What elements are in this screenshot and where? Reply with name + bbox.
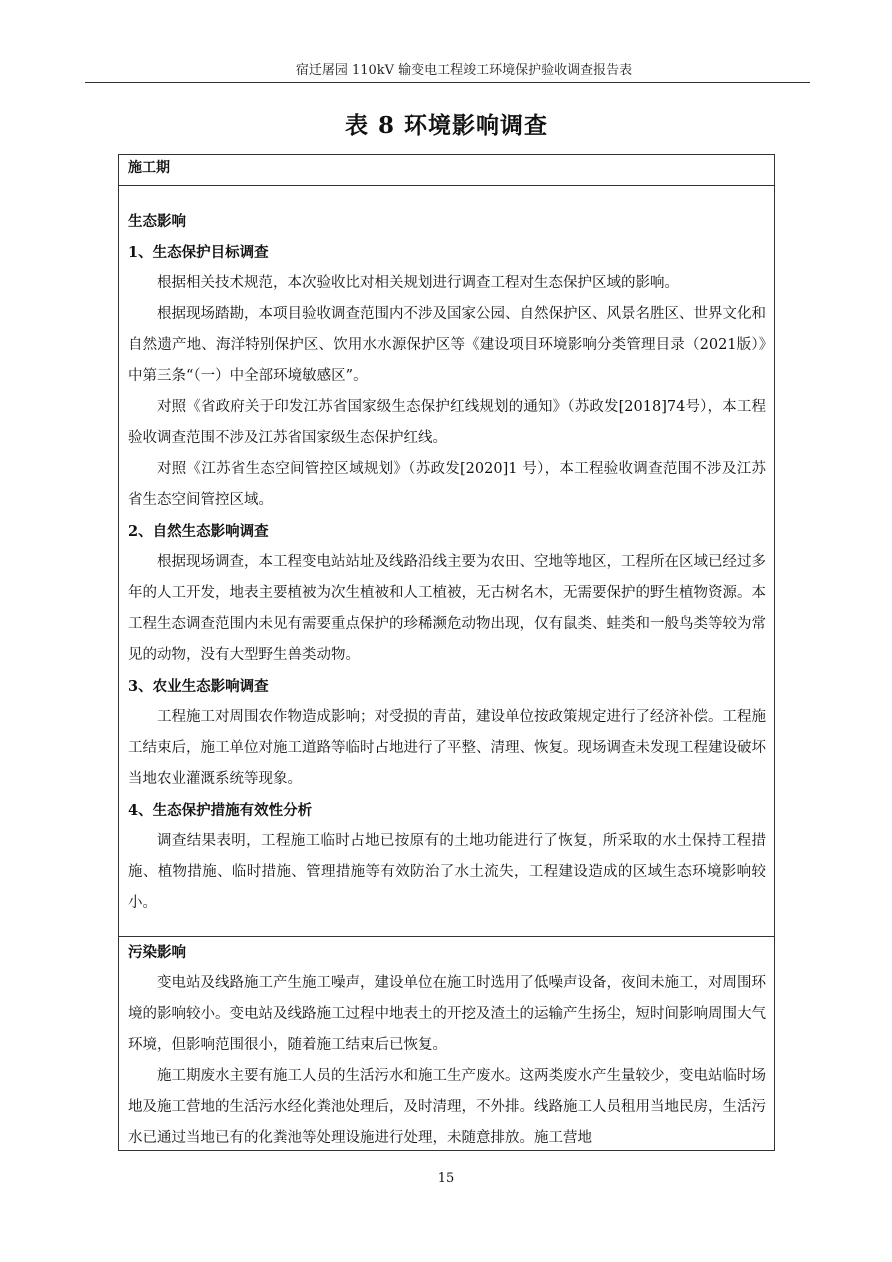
section-1-paragraph: 对照《江苏省生态空间管控区域规划》（苏政发[2020]1 号），本工程验收调查范围不涉及江苏省生态空间管控区域。	[128, 461, 766, 508]
table-title: 表 8 环境影响调查	[344, 112, 549, 139]
section-1-paragraph: 对照《省政府关于印发江苏省国家级生态保护红线规划的通知》（苏政发[2018]74号），本工程验收调查范围不涉及江苏省国家级生态保护红线。	[128, 399, 766, 446]
header-rule	[85, 82, 810, 83]
section-4-paragraph: 调查结果表明，工程施工临时占地已按原有的土地功能进行了恢复，所采取的水土保持工程措施、植物措施、临时措施、管理措施等有效防治了水土流失，工程建设造成的区域生态环境影响较小。	[128, 833, 766, 911]
section-3-paragraph: 工程施工对周围农作物造成影响；对受损的青苗，建设单位按政策规定进行了经济补偿。工程施工结束后，施工单位对施工道路等临时占地进行了平整、清理、恢复。现场调查未发现工程建设破坏当地农业灌溉系统等现象。	[128, 709, 766, 787]
period-row	[119, 155, 774, 186]
pollution-content	[128, 937, 766, 1150]
ecological-heading: 生态影响	[128, 213, 186, 230]
pollution-impact-cell	[119, 937, 774, 1150]
section-2-title: 2、自然生态影响调查	[128, 523, 269, 540]
ecological-content	[128, 206, 766, 919]
section-1-title: 1、生态保护目标调查	[128, 244, 269, 261]
section-4-title: 4、生态保护措施有效性分析	[128, 802, 313, 819]
section-1-paragraph: 根据相关技术规范，本次验收比对相关规划进行调查工程对生态保护区域的影响。	[157, 275, 679, 291]
pollution-heading: 污染影响	[128, 944, 186, 961]
pollution-paragraph: 施工期废水主要有施工人员的生活污水和施工生产废水。这两类废水产生量较少，变电站临时场地及施工营地的生活污水经化粪池处理后，及时清理，不外排。线路施工人员租用当地民房，生活污水已通过当地已有的化粪池等处理设施进行处理，未随意排放。施工营地	[128, 1068, 766, 1146]
section-1-paragraph: 根据现场踏勘，本项目验收调查范围内不涉及国家公园、自然保护区、风景名胜区、世界文化和自然遗产地、海洋特别保护区、饮用水水源保护区等《建设项目环境影响分类管理目录（2021版）》中第三条“（一）中全部环境敏感区”。	[128, 306, 766, 384]
survey-table	[118, 154, 775, 1151]
section-3-title: 3、农业生态影响调查	[128, 678, 269, 695]
section-2-paragraph: 根据现场调查，本工程变电站站址及线路沿线主要为农田、空地等地区，工程所在区域已经过多年的人工开发，地表主要植被为次生植被和人工植被，无古树名木，无需要保护的野生植物资源。本工程生态调查范围内未见有需要重点保护的珍稀濒危动物出现，仅有鼠类、蛙类和一般鸟类等较为常见的动物，没有大型野生兽类动物。	[128, 554, 766, 663]
running-header: 宿迁屠园 110kV 输变电工程竣工环境保护验收调查报告表	[295, 63, 633, 78]
pollution-paragraph: 变电站及线路施工产生施工噪声，建设单位在施工时选用了低噪声设备，夜间未施工，对周围环境的影响较小。变电站及线路施工过程中地表土的开挖及渣土的运输产生扬尘，短时间影响周围大气环境，但影响范围很小，随着施工结束后已恢复。	[128, 975, 766, 1053]
period-label: 施工期	[128, 160, 170, 176]
ecological-impact-cell	[119, 186, 774, 937]
page-number: 15	[437, 1171, 455, 1186]
